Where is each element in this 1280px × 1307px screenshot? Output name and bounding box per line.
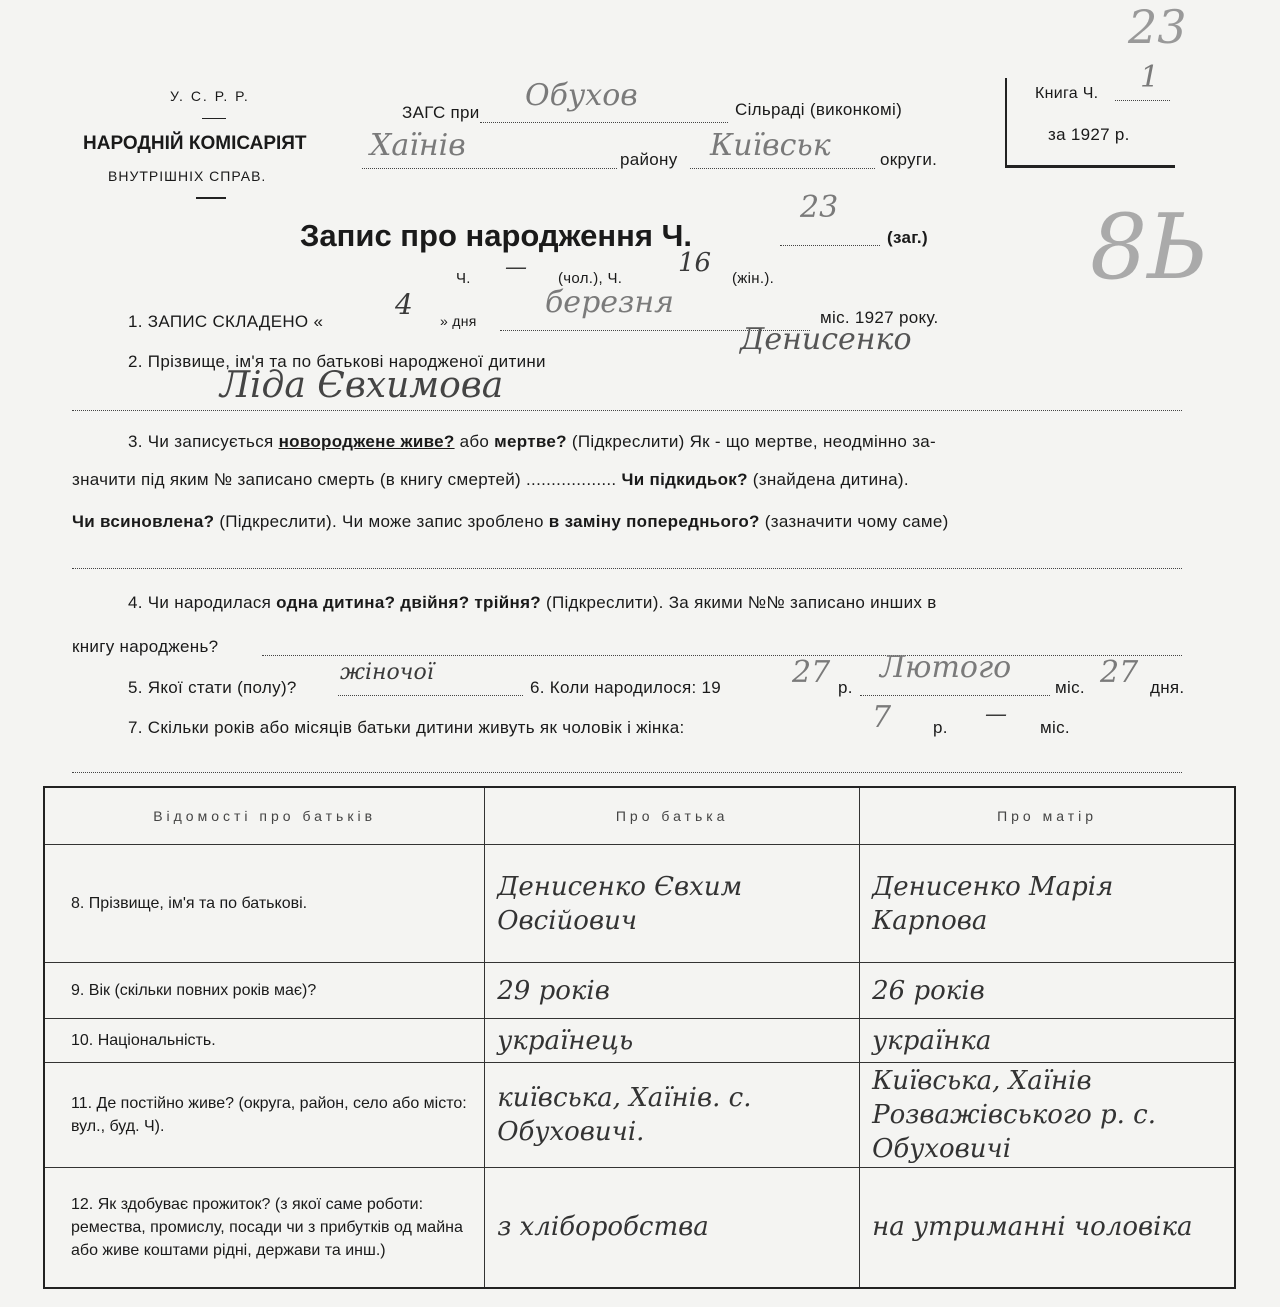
district-handwritten: Хаїнів	[370, 128, 466, 163]
q3-dead-option: мертве?	[494, 432, 567, 451]
male-number-label: Ч.	[456, 270, 471, 287]
father-value: 29 років	[485, 963, 860, 1019]
row-question: 8. Прізвище, ім'я та по батькові.	[44, 845, 485, 963]
q1-month: березня	[545, 285, 675, 320]
month-suffix: міс.	[1055, 678, 1085, 697]
q3-alive-option: новороджене живе?	[278, 432, 455, 451]
day-suffix: дня.	[1150, 678, 1185, 697]
q4-text: 4. Чи народилася	[128, 593, 272, 612]
q3-text: 3. Чи записується	[128, 432, 274, 451]
q4-label: книгу народжень?	[72, 637, 219, 656]
okrug-label: округи.	[880, 150, 938, 169]
title-suffix: (заг.)	[887, 228, 928, 247]
male-number-handwritten: —	[505, 255, 527, 280]
table-row	[44, 963, 1235, 1019]
child-surname: Денисенко	[740, 322, 912, 357]
child-name: Ліда Євхимова	[220, 365, 504, 406]
council-label: Сільраді (виконкомі)	[735, 100, 903, 119]
row-question: 10. Національність.	[44, 1019, 485, 1063]
book-label: Книга Ч.	[1035, 85, 1099, 102]
marriage-months: —	[985, 702, 1007, 727]
q1-end: міс. 1927 року.	[820, 308, 939, 327]
row-question: 12. Як здобуває прожиток? (з якої саме роботи: ремества, промислу, посади чи з прибутків од майна або живе коштами рідні, держави та инш.)	[44, 1168, 485, 1288]
book-year: за 1927 р.	[1048, 125, 1130, 144]
mother-value: Київська, Хаїнів Розважівського р. с. Обуховичі	[860, 1063, 1235, 1168]
okrug-handwritten: Київськ	[710, 128, 831, 163]
margin-number-top: 23	[1128, 0, 1187, 54]
table-header: Про матір	[860, 787, 1235, 845]
commissariat-label: НАРОДНІЙ КОМІСАРІЯТ	[83, 133, 307, 154]
zags-label: ЗАГС при	[402, 103, 480, 122]
mother-value: українка	[860, 1019, 1235, 1063]
q6-label: 6. Коли народилося: 19	[530, 678, 722, 697]
table-header: Про батька	[485, 787, 860, 845]
birth-day: 27	[1100, 655, 1139, 690]
female-number-handwritten: 16	[678, 248, 712, 278]
q3-adopted: Чи всиновлена?	[72, 512, 215, 531]
father-value: з хліборобства	[485, 1168, 860, 1288]
department-label: ВНУТРІШНІХ СПРАВ.	[108, 168, 267, 184]
row-question: 9. Вік (скільки повних років має)?	[44, 963, 485, 1019]
q1-mid: » дня	[440, 313, 477, 329]
district-label: району	[620, 150, 678, 169]
mother-value: Денисенко Марія Карпова	[860, 845, 1235, 963]
q2-label: 2. Прізвище, ім'я та по батькові народженої дитини	[128, 352, 546, 371]
mother-value: 26 років	[860, 963, 1235, 1019]
republic-label: У. С. Р. Р.	[170, 88, 250, 104]
birth-year: 27	[792, 655, 831, 690]
q3-text: значити під яким № записано смерть (в книгу смертей)	[72, 470, 522, 489]
q1-label: 1. ЗАПИС СКЛАДЕНО «	[128, 312, 324, 331]
female-label: (жін.).	[732, 270, 775, 287]
father-value: українець	[485, 1019, 860, 1063]
table-header: Відомості про батьків	[44, 787, 485, 845]
table-row	[44, 845, 1235, 963]
table-row	[44, 1168, 1235, 1288]
page-title: Запис про народження Ч.	[300, 218, 692, 253]
q3-foundling: Чи підкидьок?	[621, 470, 748, 489]
q3-text: (Підкреслити) Як - що мертве, неодмінно за-	[571, 432, 937, 451]
q4-options: одна дитина? двійня? трійня?	[276, 593, 541, 612]
q1-day: 4	[395, 288, 413, 321]
birth-month: Лютого	[880, 650, 1012, 685]
months-suffix: міс.	[1040, 718, 1070, 737]
father-value: Денисенко Євхим Овсійович	[485, 845, 860, 963]
q3-text: або	[459, 432, 490, 451]
years-suffix: р.	[933, 718, 948, 737]
table-row	[44, 1019, 1235, 1063]
child-sex: жіночої	[340, 660, 434, 685]
q3-text: (зазначити чому саме)	[764, 512, 949, 531]
parents-table	[43, 786, 1236, 1289]
record-number-handwritten: 23	[800, 190, 839, 225]
book-number-handwritten: 1	[1140, 60, 1160, 95]
father-value: київська, Хаїнів. с. Обуховичі.	[485, 1063, 860, 1168]
row-question: 11. Де постійно живе? (округа, район, село або місто: вул., буд. Ч).	[44, 1063, 485, 1168]
q5-label: 5. Якої стати (полу)?	[128, 678, 297, 697]
q4-text: (Підкреслити). За якими №№ записано инших в	[546, 593, 937, 612]
mother-value: на утриманні чоловіка	[860, 1168, 1235, 1288]
female-number-label: (чол.), Ч.	[558, 270, 623, 287]
q7-label: 7. Скільки років або місяців батьки дитини живуть як чоловік і жінка:	[128, 718, 685, 737]
q3-replacement: в заміну попереднього?	[548, 512, 760, 531]
marriage-years: 7	[872, 700, 892, 735]
zags-handwritten: Обухов	[525, 78, 638, 113]
margin-number-side: 8Ь	[1090, 195, 1208, 300]
q3-text: (Підкреслити). Чи може запис зроблено	[219, 512, 544, 531]
q3-text: (знайдена дитина).	[752, 470, 909, 489]
table-row	[44, 1063, 1235, 1168]
year-suffix: р.	[838, 678, 853, 697]
